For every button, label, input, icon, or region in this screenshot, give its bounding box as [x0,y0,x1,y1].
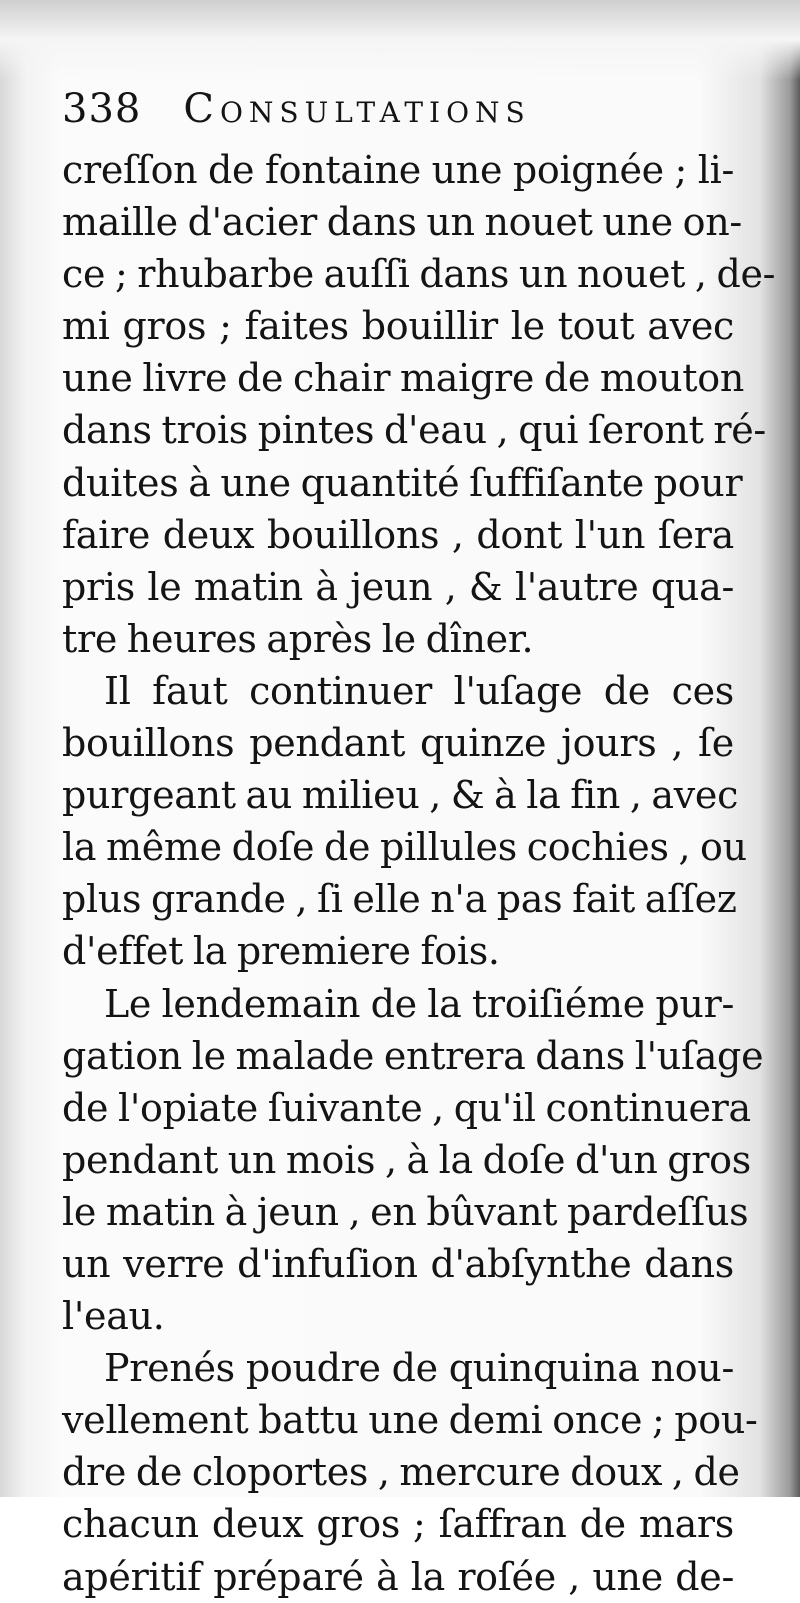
text-line: Prenés poudre de quinquina nou- [104,1346,734,1391]
page-shadow [0,0,800,80]
text-line: d'effet la premiere fois. [62,929,500,974]
text-line: apéritif préparé à la roſée , une de- [62,1554,734,1599]
text-line: duites à une quantité ſuffiſante pour [62,460,743,505]
text-line: faire deux bouillons , dont l'un ſera [62,512,734,557]
text-line: pris le matin à jeun , & l'autre qua- [62,564,734,609]
text-line: mi gros ; faites bouillir le tout avec [62,304,734,349]
text-line: chacun deux gros ; ſaffran de mars [62,1502,734,1547]
body-text [62,144,776,1603]
text-line: Il faut continuer l'uſage de ces [104,668,734,713]
text-line: gation le malade entrera dans l'uſage [62,1033,764,1078]
text-line: un verre d'infuſion d'abſynthe dans [62,1241,734,1286]
text-line: plus grande , ſi elle n'a pas fait aſſez [62,877,737,922]
running-title: Consultations [183,86,531,132]
running-header [62,86,734,144]
text-line: ce ; rhubarbe auſſi dans un nouet , de- [62,252,776,297]
text-line: dans trois pintes d'eau , qui ſeront ré- [62,408,766,453]
text-line: tre heures après le dîner. [62,616,534,661]
page-text [62,86,776,1603]
text-line: la même doſe de pillules cochies , ou [62,825,747,870]
text-line: de l'opiate ſuivante , qu'il continuera [62,1085,751,1130]
text-line: purgeant au milieu , & à la fin , avec [62,773,739,818]
text-line: une livre de chair maigre de mouton [62,356,745,401]
text-line: pendant un mois , à la doſe d'un gros [62,1137,751,1182]
text-line: dre de cloportes , mercure doux , de [62,1450,740,1495]
page-number: 338 [62,86,142,132]
text-line: bouillons pendant quinze jours , ſe [62,721,734,766]
text-line: vellement battu une demi once ; pou- [62,1398,758,1443]
text-line: Le lendemain de la troiſiéme pur- [104,981,734,1026]
text-line: le matin à jeun , en bûvant pardeſſus [62,1189,749,1234]
text-line: l'eau. [62,1294,165,1339]
text-line: creſſon de fontaine une poignée ; li- [62,148,734,192]
text-line: maille d'acier dans un nouet une on- [62,200,742,245]
